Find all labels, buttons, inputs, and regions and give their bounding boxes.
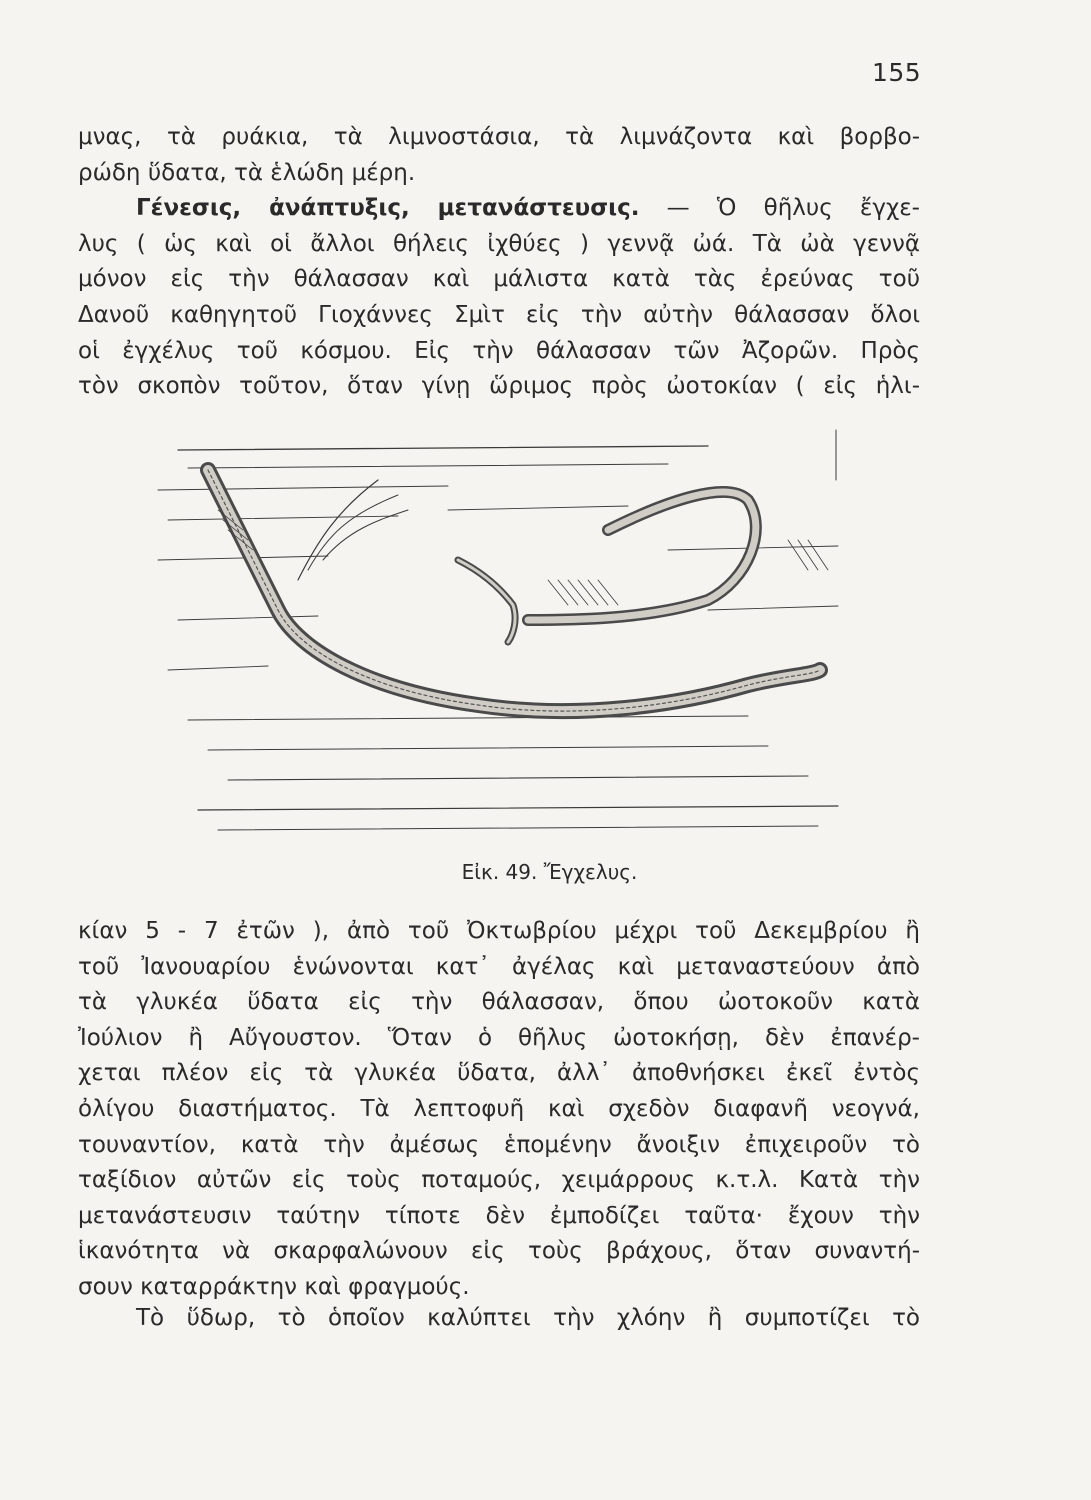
section-heading-continuation: — Ὁ θῆλυς ἔγχε- [639, 195, 920, 222]
text-line: ρώδη ὕδατα, τὰ ἑλώδη μέρη. [78, 159, 416, 186]
text-line: τουναντίον, κατὰ τὴν ἀμέσως ἑπομένην ἄνοιξιν ἐπιχειροῦν τὸ [78, 1131, 920, 1158]
main-text-final [78, 1301, 920, 1337]
text-line: μνας, τὰ ρυάκια, τὰ λιμνοστάσια, τὰ λιμνάζοντα καὶ βορβο- [78, 124, 920, 150]
text-line: τοῦ Ἰανουαρίου ἑνώνονται κατ᾽ ἀγέλας καὶ μεταναστεύουν ἀπὸ [78, 953, 920, 980]
main-text-bottom [78, 914, 920, 1306]
eel-illustration [148, 420, 848, 848]
text-line: τὸν σκοπὸν τοῦτον, ὅταν γίνῃ ὥριμος πρὸς ὠοτοκίαν ( εἰς ἡλι- [78, 373, 920, 400]
text-line: μετανάστευσιν ταύτην τίποτε δὲν ἐμποδίζει ταῦτα· ἔχουν τὴν [78, 1202, 920, 1229]
text-line: Τὸ ὕδωρ, τὸ ὁποῖον καλύπτει τὴν χλόην ἢ συμποτίζει τὸ [136, 1305, 920, 1331]
section-heading: Γένεσις, ἀνάπτυξις, μετανάστευσις. [136, 195, 640, 222]
text-line: τὰ γλυκέα ὕδατα εἰς τὴν θάλασσαν, ὅπου ὠοτοκοῦν κατὰ [78, 989, 920, 1016]
text-line: ἱκανότητα νὰ σκαρφαλώνουν εἰς τοὺς βράχους, ὅταν συναντή- [78, 1238, 920, 1265]
eel-drawing [148, 420, 848, 848]
main-text-top [78, 120, 920, 405]
text-line: Ἰούλιον ἢ Αὔγουστον. Ὅταν ὁ θῆλυς ὠοτοκήσῃ, δὲν ἐπανέρ- [78, 1024, 920, 1051]
section-heading-line [78, 191, 920, 227]
page-number: 155 [872, 58, 922, 87]
text-line: λυς ( ὡς καὶ οἱ ἄλλοι θήλεις ἰχθύες ) γεννᾷ ὠά. Τὰ ὠὰ γεννᾷ [78, 230, 920, 257]
text-line: χεται πλέον εἰς τὰ γλυκέα ὕδατα, ἀλλ᾽ ἀποθνήσκει ἐκεῖ ἐντὸς [78, 1060, 920, 1087]
text-line: Δανοῦ καθηγητοῦ Γιοχάννες Σμὶτ εἰς τὴν αὐτὴν θάλασσαν ὅλοι [78, 301, 920, 328]
figure-caption: Εἰκ. 49. Ἔγχελυς. [461, 860, 638, 884]
text-line: μόνον εἰς τὴν θάλασσαν καὶ μάλιστα κατὰ τὰς ἐρεύνας τοῦ [78, 266, 920, 293]
text-line: σουν καταρράκτην καὶ φραγμούς. [78, 1273, 470, 1300]
text-line: οἱ ἐγχέλυς τοῦ κόσμου. Εἰς τὴν θάλασσαν τῶν Ἀζορῶν. Πρὸς [78, 337, 920, 364]
text-line: ταξίδιον αὐτῶν εἰς τοὺς ποταμούς, χειμάρρους κ.τ.λ. Κατὰ τὴν [78, 1167, 920, 1194]
text-line: κίαν 5 - 7 ἐτῶν ), ἀπὸ τοῦ Ὀκτωβρίου μέχρι τοῦ Δεκεμβρίου ἢ [78, 918, 920, 944]
text-line: ὀλίγου διαστήματος. Τὰ λεπτοφυῆ καὶ σχεδὸν διαφανῆ νεογνά, [78, 1095, 920, 1122]
